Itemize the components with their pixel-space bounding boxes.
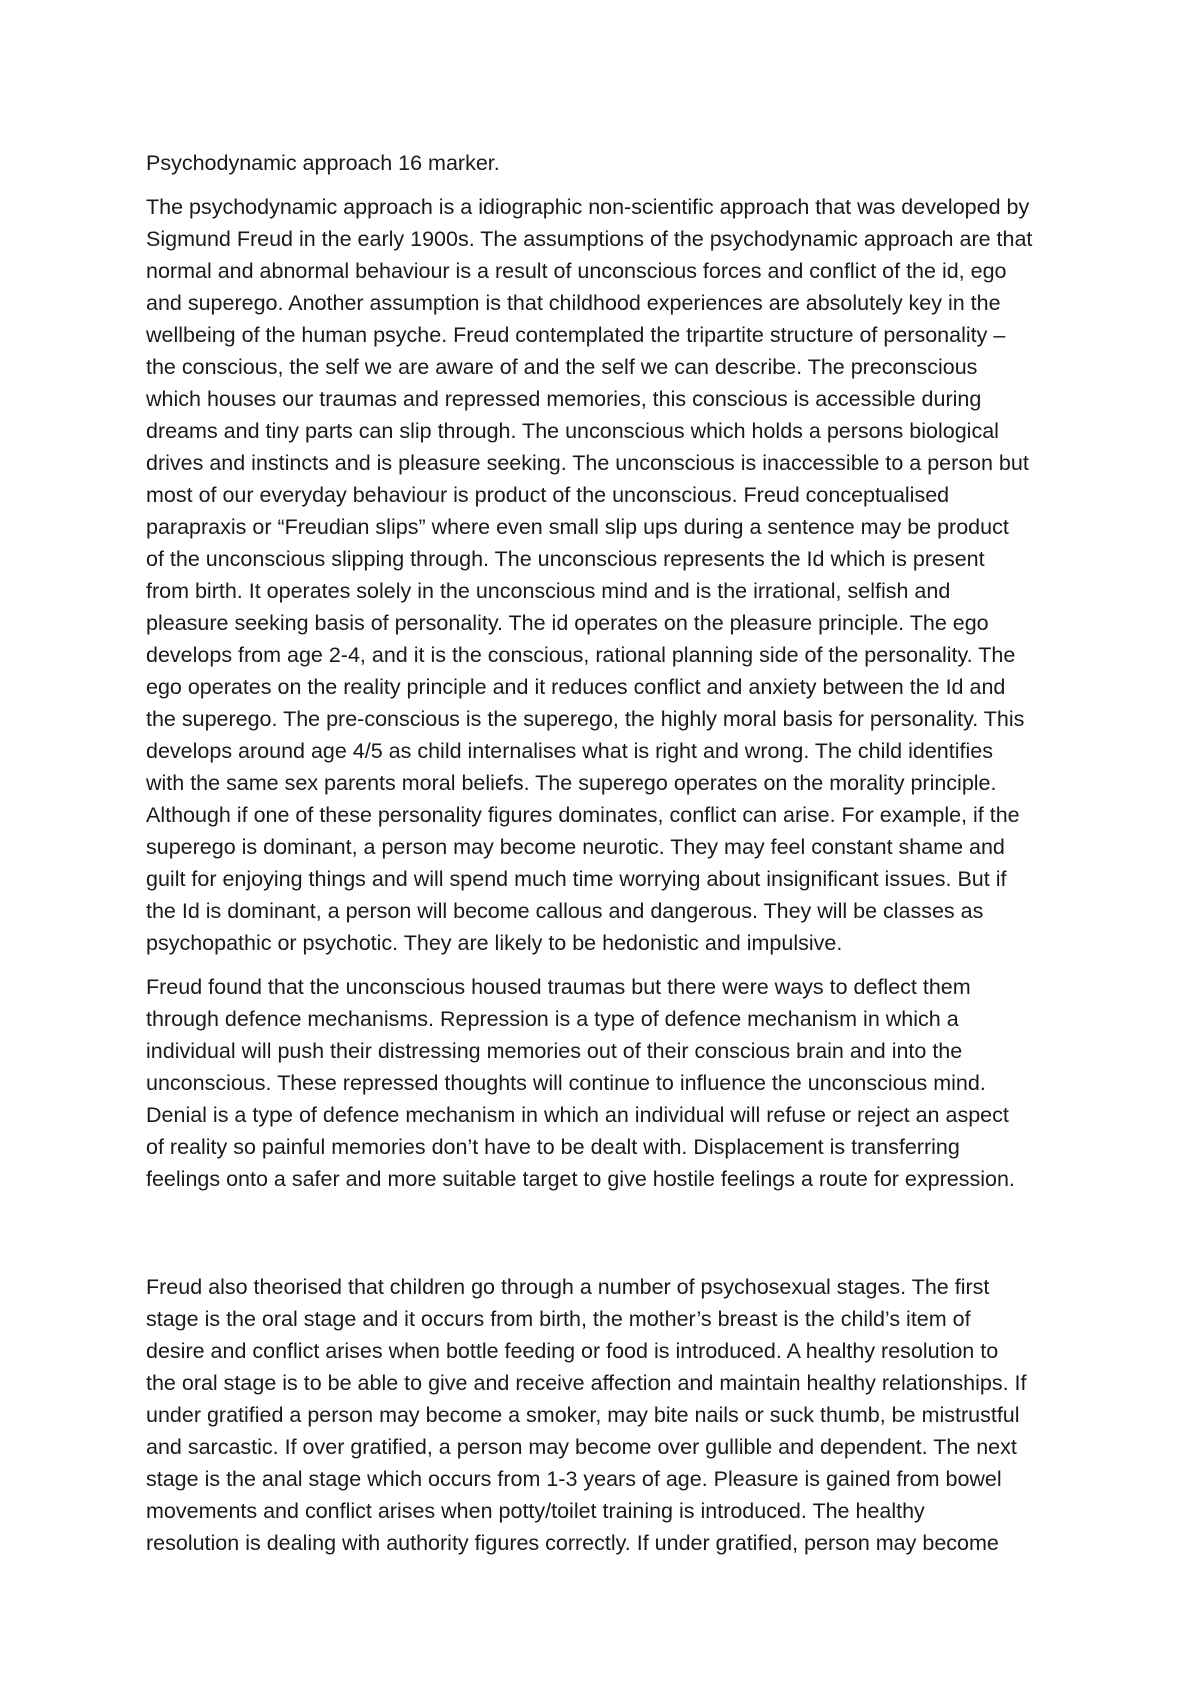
text-line: superego is dominant, a person may become neurotic. They may feel constant shame and <box>146 835 1005 859</box>
text-line: and sarcastic. If over gratified, a person may become over gullible and dependent. The next <box>146 1435 1017 1459</box>
text-line: Although if one of these personality figures dominates, conflict can arise. For example, if the <box>146 803 1020 827</box>
text-line: feelings onto a safer and more suitable target to give hostile feelings a route for expression. <box>146 1167 1015 1191</box>
text-line: which houses our traumas and repressed memories, this conscious is accessible during <box>146 387 982 411</box>
text-line: the Id is dominant, a person will become callous and dangerous. They will be classes as <box>146 899 984 923</box>
paragraph-assumptions <box>146 191 1076 959</box>
text-line: Freud found that the unconscious housed traumas but there were ways to deflect them <box>146 975 971 999</box>
document-page <box>146 147 1076 1559</box>
text-line: desire and conflict arises when bottle feeding or food is introduced. A healthy resolution to <box>146 1339 999 1363</box>
text-line: the superego. The pre-conscious is the superego, the highly moral basis for personality. This <box>146 707 1025 731</box>
text-line: drives and instincts and is pleasure seeking. The unconscious is inaccessible to a person but <box>146 451 1029 475</box>
text-line: normal and abnormal behaviour is a result of unconscious forces and conflict of the id, ego <box>146 259 1007 283</box>
text-line: unconscious. These repressed thoughts will continue to influence the unconscious mind. <box>146 1071 986 1095</box>
text-line: dreams and tiny parts can slip through. The unconscious which holds a persons biological <box>146 419 999 443</box>
text-line: the oral stage is to be able to give and receive affection and maintain healthy relationships. If <box>146 1371 1027 1395</box>
text-line: develops from age 2-4, and it is the conscious, rational planning side of the personality. The <box>146 643 1016 667</box>
text-line: through defence mechanisms. Repression is a type of defence mechanism in which a <box>146 1007 959 1031</box>
text-line: of reality so painful memories don’t have to be dealt with. Displacement is transferring <box>146 1135 960 1159</box>
text-line: with the same sex parents moral beliefs. The superego operates on the morality principle. <box>146 771 997 795</box>
text-line: of the unconscious slipping through. The unconscious represents the Id which is present <box>146 547 985 571</box>
text-line: resolution is dealing with authority figures correctly. If under gratified, person may become <box>146 1531 999 1555</box>
text-line: individual will push their distressing memories out of their conscious brain and into the <box>146 1039 963 1063</box>
text-line: stage is the oral stage and it occurs from birth, the mother’s breast is the child’s item of <box>146 1307 971 1331</box>
text-line: stage is the anal stage which occurs from 1-3 years of age. Pleasure is gained from bowel <box>146 1467 1002 1491</box>
text-line: the conscious, the self we are aware of and the self we can describe. The preconscious <box>146 355 978 379</box>
text-line: movements and conflict arises when potty/toilet training is introduced. The healthy <box>146 1499 925 1523</box>
text-line: Denial is a type of defence mechanism in which an individual will refuse or reject an aspect <box>146 1103 1009 1127</box>
text-line: psychopathic or psychotic. They are likely to be hedonistic and impulsive. <box>146 931 843 955</box>
paragraph-psychosexual-stages <box>146 1271 1076 1559</box>
paragraph-defence-mechanisms <box>146 971 1076 1195</box>
text-line: The psychodynamic approach is a idiographic non-scientific approach that was developed by <box>146 195 1030 219</box>
text-line: under gratified a person may become a smoker, may bite nails or suck thumb, be mistrustful <box>146 1403 1020 1427</box>
text-line: most of our everyday behaviour is product of the unconscious. Freud conceptualised <box>146 483 950 507</box>
text-line: wellbeing of the human psyche. Freud contemplated the tripartite structure of personality – <box>146 323 1006 347</box>
text-line: guilt for enjoying things and will spend much time worrying about insignificant issues. But if <box>146 867 1007 891</box>
text-line: and superego. Another assumption is that childhood experiences are absolutely key in the <box>146 291 1001 315</box>
document-title: Psychodynamic approach 16 marker. <box>146 151 500 175</box>
text-line: from birth. It operates solely in the unconscious mind and is the irrational, selfish and <box>146 579 951 603</box>
text-line: ego operates on the reality principle and it reduces conflict and anxiety between the Id and <box>146 675 1006 699</box>
text-line: Sigmund Freud in the early 1900s. The assumptions of the psychodynamic approach are that <box>146 227 1033 251</box>
text-line: parapraxis or “Freudian slips” where even small slip ups during a sentence may be product <box>146 515 1009 539</box>
text-line: develops around age 4/5 as child internalises what is right and wrong. The child identifies <box>146 739 993 763</box>
text-line: Freud also theorised that children go through a number of psychosexual stages. The first <box>146 1275 990 1299</box>
text-line: pleasure seeking basis of personality. The id operates on the pleasure principle. The ego <box>146 611 989 635</box>
